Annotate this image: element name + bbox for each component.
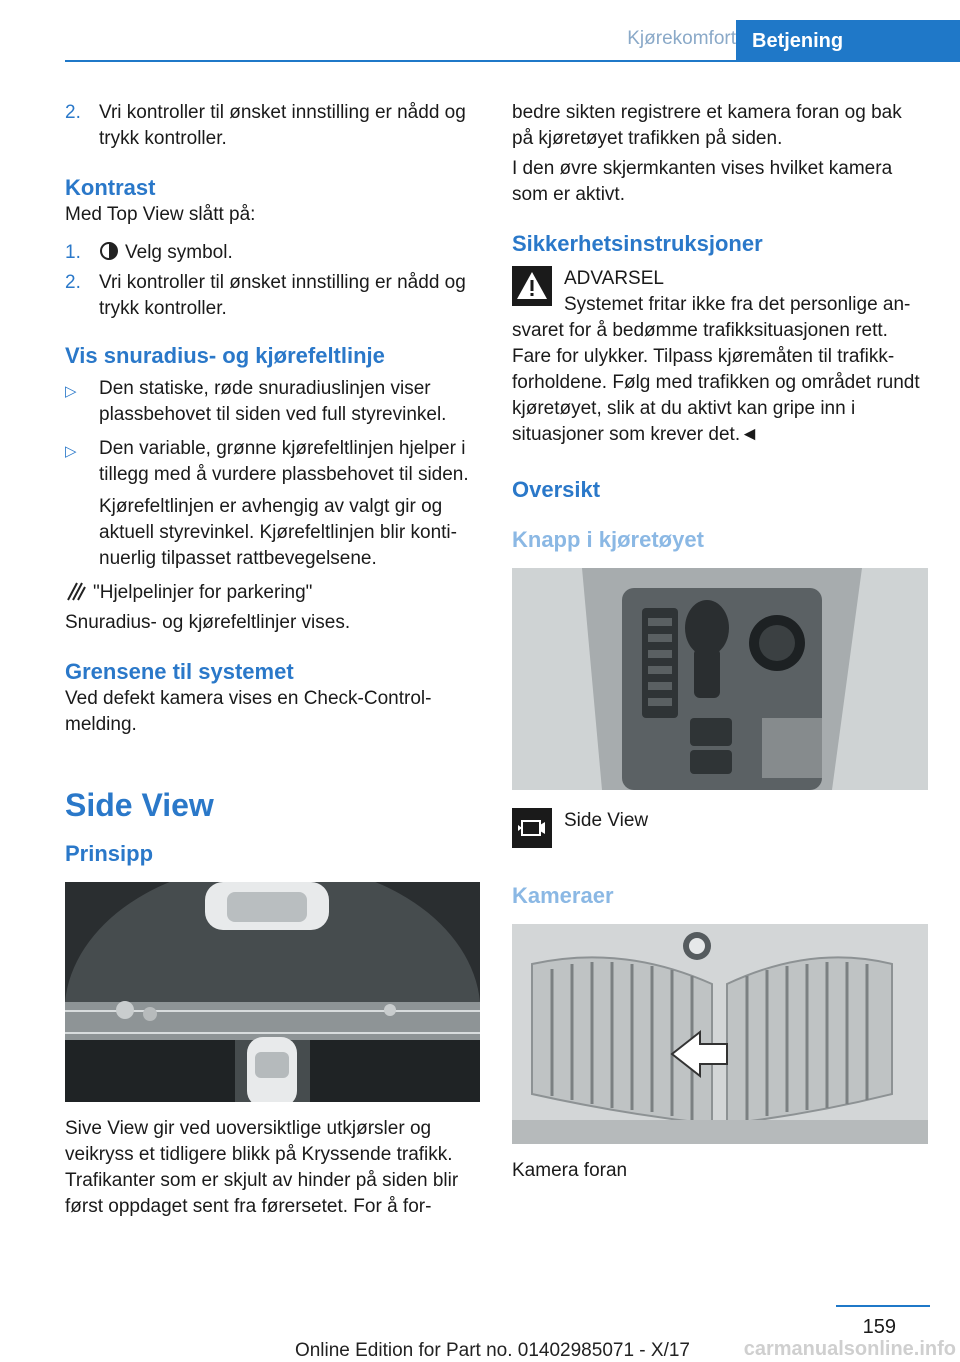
heading-prinsipp: Prinsipp bbox=[65, 841, 154, 866]
bullet-text: Den variable, grønne kjørefeltlinjen hjelper i tillegg med å vurdere plassbehovet til siden. bbox=[99, 438, 469, 485]
warning-block bbox=[512, 266, 928, 318]
list-number: 2. bbox=[65, 102, 81, 123]
warning-title: ADVARSEL bbox=[564, 268, 664, 289]
kamera-foran-caption: Kamera foran bbox=[512, 1160, 628, 1181]
heading-kameraer: Kameraer bbox=[512, 883, 614, 908]
bullet-continuation: Kjørefeltlinjen er avhengig av valgt gir og aktuell styrevinkel. Kjørefeltlinjen blir kontinuerlig tilpasset rattbevegelsene. bbox=[99, 496, 457, 569]
snuradius-text: Snuradius- og kjørefeltlinjer vises. bbox=[65, 612, 351, 633]
grense-text: Ved defekt kamera vises en Check-Control-melding. bbox=[65, 688, 432, 735]
warning-text: svaret for å bedømme trafikksituasjonen rett. Fare for ulykker. Tilpass kjøremåten til trafikkforholdene. Følg med trafikken og området rundt kjøretøyet, slik at du aktivt kan gripe inn i situasjoner som krever det.◄ bbox=[512, 320, 920, 445]
list-item bbox=[65, 240, 483, 266]
prinsipp-text: Sive View gir ved uoversiktlige utkjørsler og veikryss et tidligere blikk på Kryssende trafikk. Trafikanter som er skjult av hinder på siden blir først oppdaget sent fra førersetet. For å for- bbox=[65, 1118, 459, 1217]
header-tab-betjening[interactable]: Betjening bbox=[736, 20, 960, 62]
page-header bbox=[65, 0, 960, 62]
side-view-camera-icon bbox=[512, 808, 552, 848]
list-number: 1. bbox=[65, 242, 81, 263]
edition-text: Online Edition for Part no. 01402985071 - X/17 bbox=[294, 1340, 690, 1361]
heading-kontrast: Kontrast bbox=[65, 175, 156, 200]
side-view-principle-image bbox=[65, 882, 480, 1102]
heading-sikkerhet: Sikkerhetsinstruksjoner bbox=[512, 231, 763, 256]
top-view-illustration bbox=[65, 882, 480, 1102]
list-item bbox=[65, 270, 483, 322]
warning-triangle-icon bbox=[512, 266, 552, 306]
heading-oversikt: Oversikt bbox=[512, 477, 601, 502]
left-column bbox=[65, 100, 483, 1220]
center-console-illustration bbox=[512, 568, 928, 790]
list-number: 2. bbox=[65, 272, 81, 293]
side-view-label: Side View bbox=[564, 810, 649, 831]
console-button-image bbox=[512, 568, 928, 790]
footer-rule bbox=[836, 1305, 930, 1307]
heading-grensene: Grensene til systemet bbox=[65, 659, 294, 684]
bullet-marker: ▷ bbox=[65, 443, 77, 460]
front-camera-image bbox=[512, 924, 928, 1144]
step-text: Velg symbol. bbox=[125, 242, 233, 263]
heading-side-view: Side View bbox=[65, 787, 214, 823]
bullet-text: Den statiske, røde snuradiuslinjen viser plassbehovet til siden ved full styrevinkel. bbox=[99, 378, 447, 425]
warning-first-line: Systemet fritar ikke fra det personlige an- bbox=[564, 294, 911, 315]
page-number: 159 bbox=[862, 1316, 896, 1338]
bullet-marker: ▷ bbox=[65, 383, 77, 400]
step-text: Vri kontroller til ønsket innstilling er nådd og trykk kontroller. bbox=[99, 102, 466, 149]
front-grille-illustration bbox=[512, 924, 928, 1144]
right-column bbox=[512, 100, 928, 1184]
heading-knapp: Knapp i kjøretøyet bbox=[512, 527, 704, 552]
header-tab-kjorekomfort[interactable]: Kjørekomfort bbox=[627, 28, 736, 49]
kontrast-text: Med Top View slått på: bbox=[65, 204, 256, 225]
side-view-button-row bbox=[512, 808, 928, 848]
heading-vis-snuradius: Vis snuradius- og kjørefeltlinje bbox=[65, 343, 385, 368]
camera-indicator-text: I den øvre skjermkanten vises hvilket kamera som er aktivt. bbox=[512, 158, 893, 205]
watermark: carmanualsonline.info bbox=[743, 1338, 956, 1360]
hjelpelinjer-text: "Hjelpelinjer for parkering" bbox=[93, 582, 313, 603]
list-item bbox=[65, 376, 483, 428]
list-item bbox=[65, 100, 483, 152]
contrast-icon bbox=[99, 241, 119, 261]
header-rule bbox=[65, 60, 960, 62]
hjelpelinjer-row bbox=[65, 580, 483, 606]
parking-lines-icon bbox=[65, 580, 87, 602]
continuation-text: bedre sikten registrere et kamera foran og bak på kjøretøyet trafikken på siden. bbox=[512, 102, 902, 149]
list-item bbox=[65, 436, 483, 488]
step-text: Vri kontroller til ønsket innstilling er nådd og trykk kontroller. bbox=[99, 272, 466, 319]
